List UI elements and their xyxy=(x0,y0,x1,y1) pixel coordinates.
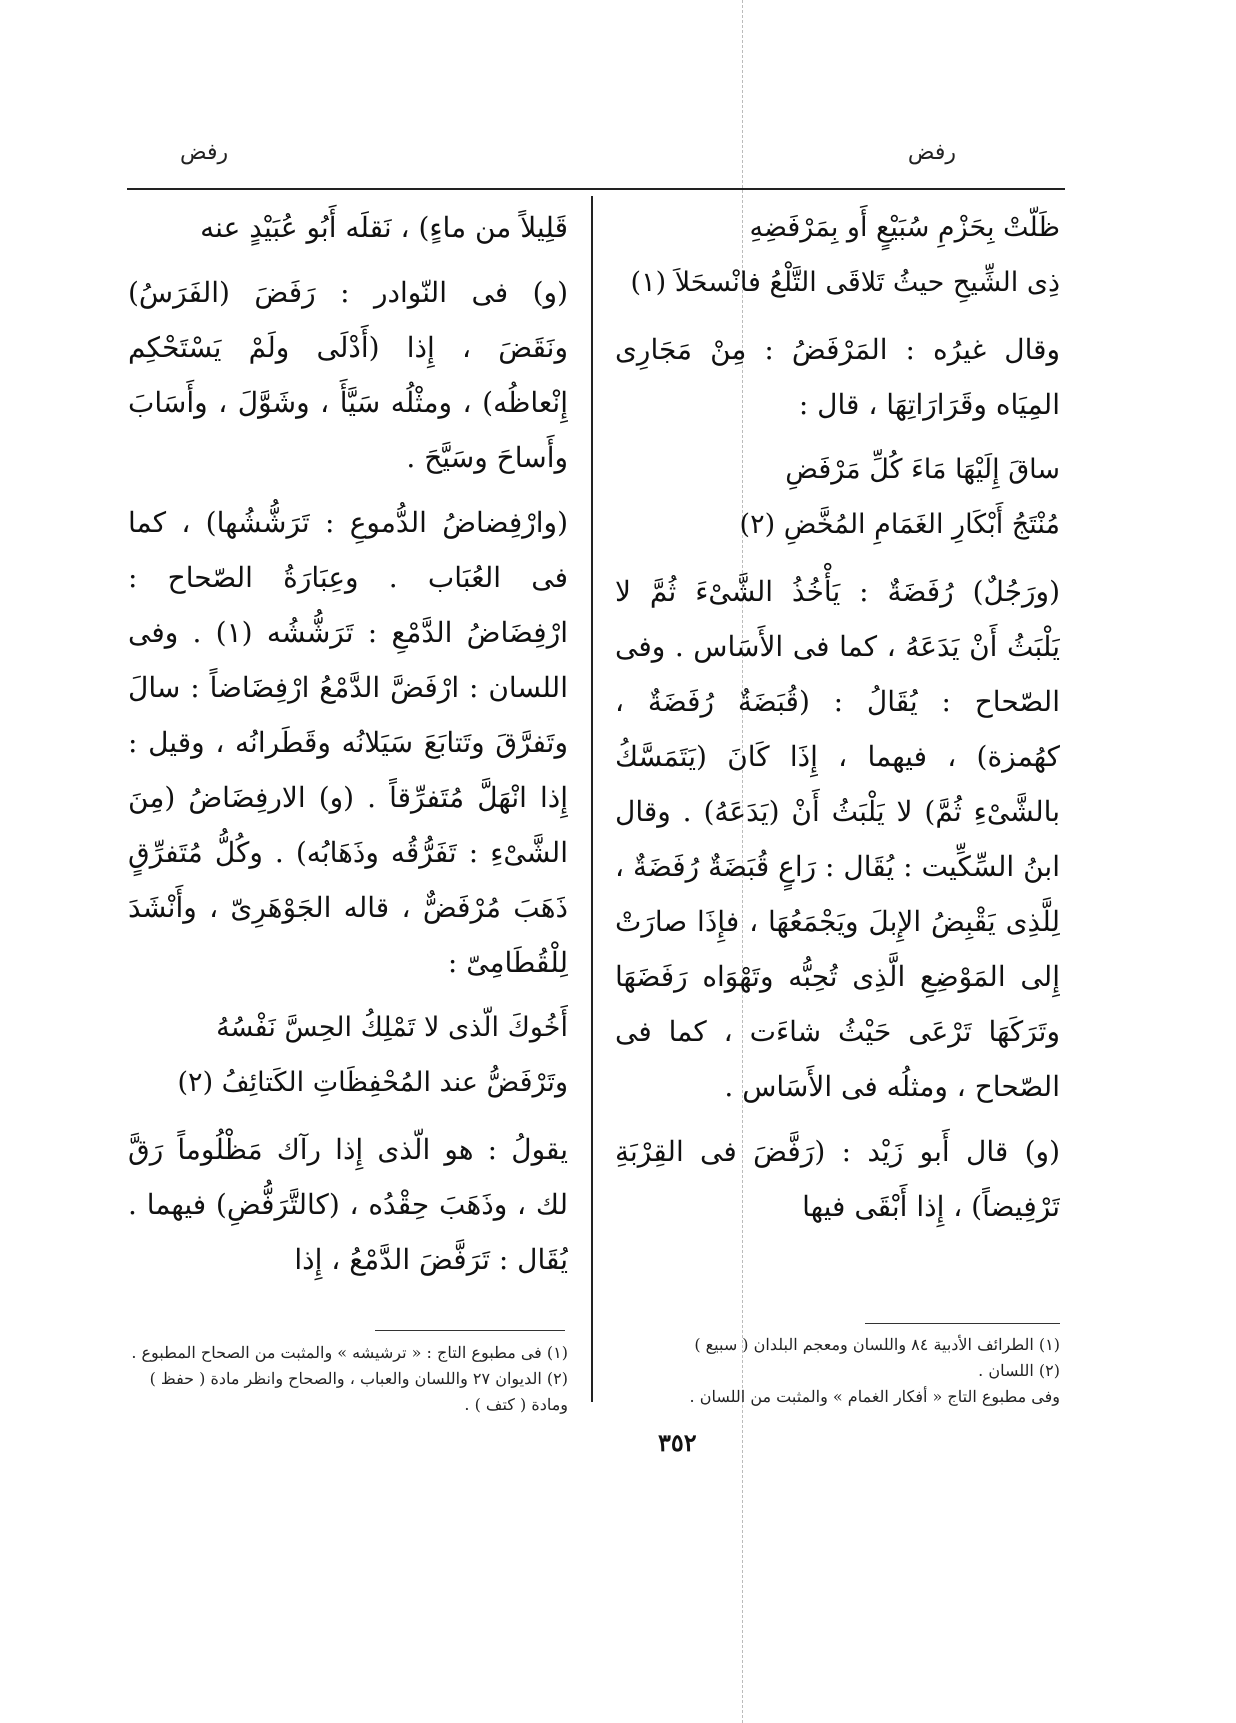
paragraph: (وارْفِضاضُ الدُّموعِ : تَرَشُّشُها) ، كما فى العُبَاب . وعِبَارَةُ الصّحاح : ارْفِضَاضُ الدَّمْعِ : تَرَشُّشُه (١) . وفى اللسان : ارْفَضَّ الدَّمْعُ ارْفِضَاضاً : سالَ وتَفرَّقَ وتَتابَعَ سَيَلانُه وقَطَرانُه ، وقيل : إِذا انْهَلَّ مُتَفرِّقاً . (و) الارفِضَاضُ (مِنَ الشَّىْءِ : تَفَرُّقُه وذَهَابُه) . وكُلُّ مُتَفرِّقٍ ذَهَبَ مُرْفَضٌّ ، قاله الجَوْهَرِىّ ، وأَنْشَدَ لِلْقُطَامِىّ : xyxy=(128,506,568,979)
footnote: (٢) الديوان ٢٧ واللسان والعباب ، والصحاح وانظر مادة ( حفظ ) ومادة ( كتف ) . xyxy=(149,1369,568,1414)
column-divider xyxy=(591,196,593,1402)
paragraph: (و) قال أَبو زَيْد : (رَفَّضَ فى القِرْبَةِ تَرْفِيضاً) ، إِذا أَبْقَى فيها xyxy=(615,1135,1060,1223)
running-head-left: رفض xyxy=(180,140,229,165)
page-number: ٣٥٢ xyxy=(658,1428,697,1457)
footnote-rule-right xyxy=(865,1323,1060,1324)
footnote: (١) الطرائف الأدبية ٨٤ واللسان ومعجم البلدان ( سبيع ) xyxy=(694,1335,1060,1354)
footnote: (٢) اللسان . xyxy=(978,1361,1060,1380)
footnote-rule-left xyxy=(375,1330,565,1331)
footnote: (١) فى مطبوع التاج : « ترشيشه » والمثبت من الصحاح المطبوع . xyxy=(131,1343,568,1362)
right-column xyxy=(615,200,1060,1320)
running-head-right: رفض xyxy=(907,140,956,165)
paragraph: (ورَجُلٌ) رُفَضَةٌ : يَأْخُذُ الشَّىْءَ ثُمَّ لا يَلْبَثُ أَنْ يَدَعَهُ ، كما فى الأَسَاس . وفى الصّحاح : يُقَالُ : (قُبَضَةٌ رُفَضَةٌ ، كهُمزة) ، فيهما ، إِذَا كَانَ (يَتَمَسَّكُ بالشَّىْءِ ثُمَّ) لا يَلْبَثُ أَنْ (يَدَعَهُ) . وقال ابنُ السِّكِّيت : يُقَال : رَاعٍ قُبَضَةٌ رُفَضَةٌ ، لِلَّذِى يَقْبِضُ الإِبلَ ويَجْمَعُهَا ، فإِذَا صارَتْ إِلى المَوْضِعِ الَّذِى تُحِبُّه وتَهْوَاه رَفَضَهَا وتَرَكَهَا تَرْعَى حَيْثُ شاءَت ، كما فى الصّحاح ، ومثلُه فى الأَسَاس . xyxy=(615,575,1060,1103)
footnote: وفى مطبوع التاج « أفكار الغمام » والمثبت من اللسان . xyxy=(689,1387,1060,1406)
paragraph: (و) فى النّوادر : رَفَضَ (الفَرَسُ) ونَقَضَ ، إِذا (أَدْلَى ولَمْ يَسْتَحْكِم إِنْعاظُه) ، ومثْلُه سَيَّأَ ، وشَوَّلَ ، وأَسَابَ وأَساحَ وسَيَّحَ . xyxy=(128,276,568,474)
header-rule xyxy=(127,188,1065,190)
verse-line: ذِى الشِّيحِ حيثُ تَلاقَى التَّلْعُ فانْسحَلاَ (١) xyxy=(630,267,1060,298)
verse-line: وتَرْفَضُّ عند المُحْفِظَاتِ الكَتائِفُ (٢) xyxy=(177,1067,568,1098)
paragraph: وقال غيرُه : المَرْفَضُ : مِنْ مَجَارِى المِيَاه وقَرَارَاتِهَا ، قال : xyxy=(615,333,1060,421)
verse-line: ساقَ إِلَيْهَا مَاءَ كُلِّ مَرْفَضِ xyxy=(785,454,1060,485)
paragraph: يقولُ : هو الّذى إِذا رآك مَظْلُوماً رَقَّ لك ، وذَهَبَ حِقْدُه ، (كالتَّرَفُّضِ) فيهما . يُقَال : تَرَفَّضَ الدَّمْعُ ، إِذا xyxy=(128,1133,568,1276)
footnotes-left xyxy=(128,1340,568,1418)
verse-line: أَخُوكَ الّذى لا تَمْلِكُ الحِسَّ نَفْسُهُ xyxy=(216,1012,568,1043)
left-column xyxy=(128,200,568,1320)
paragraph: قَلِيلاً من ماءٍ) ، نَقلَه أَبُو عُبَيْدٍ عنه xyxy=(200,211,568,244)
verse-line: ظَلّتْ بِحَزْمِ سُبَيْعٍ أَو بِمَرْفَضِهِ xyxy=(749,212,1060,243)
footnotes-right xyxy=(625,1332,1060,1410)
verse-line: مُنْتَجُ أَبْكَارِ الغَمَامِ المُخَّضِ (٢) xyxy=(739,509,1060,540)
